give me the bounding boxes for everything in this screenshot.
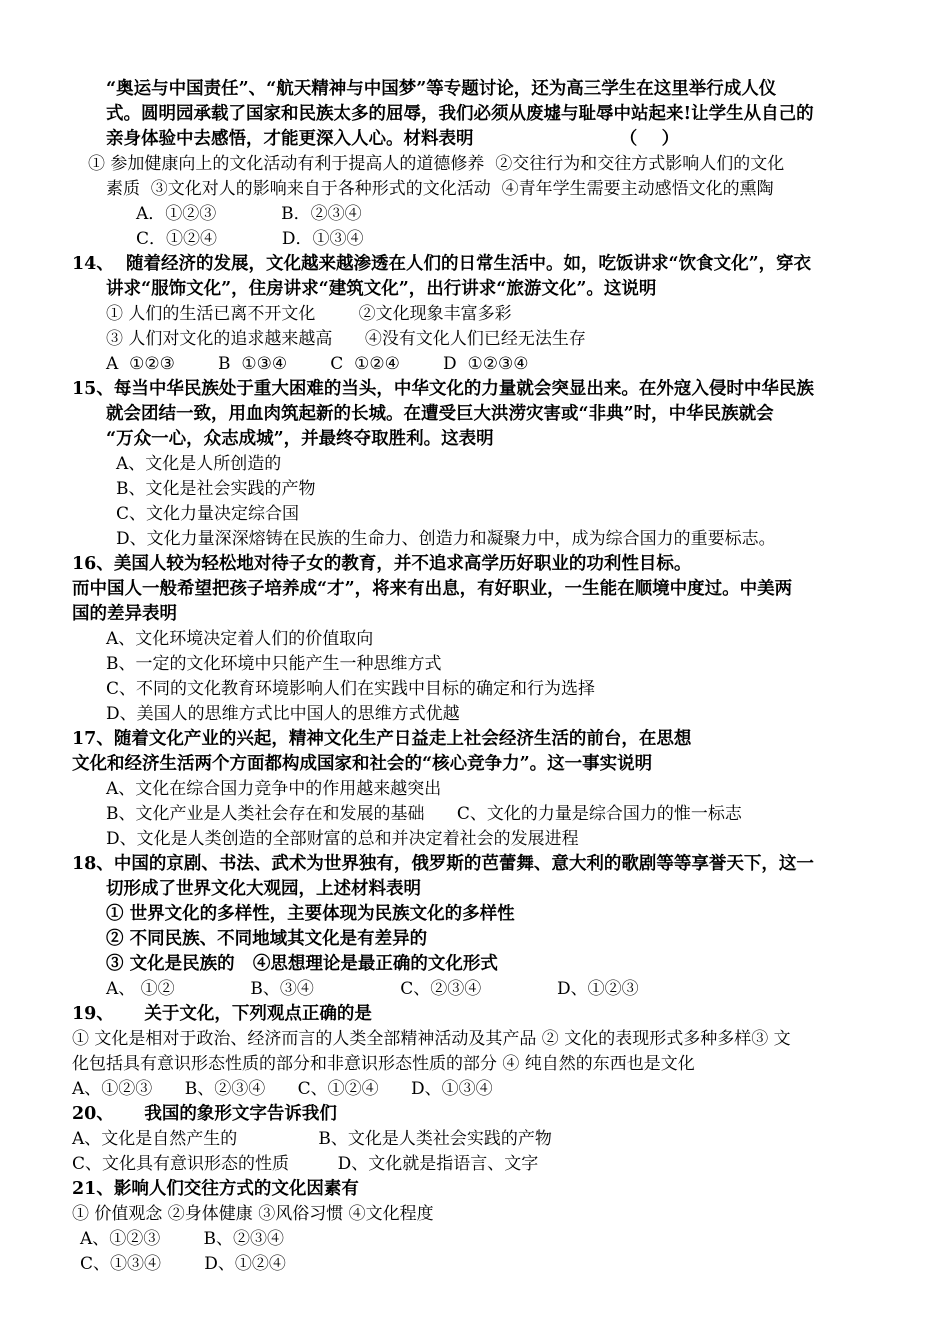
statement: ② 不同民族、不同地域其文化是有差异的 xyxy=(106,929,428,949)
text-line: “奥运与中国责任”、“航天精神与中国梦”等专题讨论，还为高三学生在这里举行成人仪 xyxy=(106,79,777,99)
text-line: 亲身体验中去感悟，才能更深入人心。材料表明 （ ） xyxy=(106,129,680,149)
option-d: D、文化力量深深熔铸在民族的生命力、创造力和凝聚力中，成为综合国力的重要标志。 xyxy=(116,529,776,549)
question-18: 18、中国的京剧、书法、武术为世界独有，俄罗斯的芭蕾舞、意大利的歌剧等等享誉天下，这一 xyxy=(72,854,814,874)
question-21: 21、影响人们交往方式的文化因素有 xyxy=(72,1179,359,1199)
option-b-c: B、文化产业是人类社会存在和发展的基础 C、文化的力量是综合国力的惟一标志 xyxy=(106,804,742,824)
option-c: C、文化力量决定综合国 xyxy=(116,504,300,524)
text-line: 文化和经济生活两个方面都构成国家和社会的“核心竞争力”。这一事实说明 xyxy=(72,754,653,774)
text-line: “万众一心，众志成城”，并最终夺取胜利。这表明 xyxy=(106,429,494,449)
text-line: 就会团结一致，用血肉筑起新的长城。在遭受巨大洪涝灾害或“非典”时，中华民族就会 xyxy=(106,404,774,424)
option-b: B、文化是社会实践的产物 xyxy=(116,479,316,499)
text-line: 切形成了世界文化大观园，上述材料表明 xyxy=(106,879,421,899)
answer-options: A ①②③ B ①③④ C ①②④ D ①②③④ xyxy=(106,354,529,374)
option-d: D、文化是人类创造的全部财富的总和并决定着社会的发展进程 xyxy=(106,829,579,849)
option-a: A、文化环境决定着人们的价值取向 xyxy=(106,629,374,649)
text-line: 式。圆明园承载了国家和民族太多的屈辱，我们必须从废墟与耻辱中站起来!让学生从自己的 xyxy=(106,104,814,124)
statement: ③ 文化是民族的 ④思想理论是最正确的文化形式 xyxy=(106,954,498,974)
answer-options: A、①②③ B、②③④ xyxy=(80,1229,284,1249)
answer-options: A．①②③ B．②③④ xyxy=(136,204,362,224)
text-line: ① 参加健康向上的文化活动有利于提高人的道德修养 ②交往行为和交往方式影响人们的文化 xyxy=(88,154,785,174)
question-19: 19、 关于文化，下列观点正确的是 xyxy=(72,1004,372,1024)
option-a: A、文化是人所创造的 xyxy=(116,454,282,474)
text-line: ③ 人们对文化的追求越来越高 ④没有文化人们已经无法生存 xyxy=(106,329,586,349)
question-20: 20、 我国的象形文字告诉我们 xyxy=(72,1104,337,1124)
answer-options: A、 ①② B、③④ C、②③④ D、①②③ xyxy=(106,979,639,999)
question-15: 15、每当中华民族处于重大困难的当头，中华文化的力量就会突显出来。在外寇入侵时中华民族 xyxy=(72,379,814,399)
question-16: 16、美国人较为轻松地对待子女的教育，并不追求高学历好职业的功利性目标。 xyxy=(72,554,692,574)
option-a-b: A、文化是自然产生的 B、文化是人类社会实践的产物 xyxy=(72,1129,552,1149)
option-b: B、一定的文化环境中只能产生一种思维方式 xyxy=(106,654,442,674)
text-line: 化包括具有意识形态性质的部分和非意识形态性质的部分 ④ 纯自然的东西也是文化 xyxy=(72,1054,695,1074)
text-line: 国的差异表明 xyxy=(72,604,177,624)
answer-options: C、①③④ D、①②④ xyxy=(80,1254,286,1274)
option-c: C、不同的文化教育环境影响人们在实践中目标的确定和行为选择 xyxy=(106,679,596,699)
option-c-d: C、文化具有意识形态的性质 D、文化就是指语言、文字 xyxy=(72,1154,539,1174)
text-line: 素质 ③文化对人的影响来自于各种形式的文化活动 ④青年学生需要主动感悟文化的熏陶 xyxy=(106,179,774,199)
option-d: D、美国人的思维方式比中国人的思维方式优越 xyxy=(106,704,460,724)
answer-options: C．①②④ D．①③④ xyxy=(136,229,364,249)
text-line: ① 价值观念 ②身体健康 ③风俗习惯 ④文化程度 xyxy=(72,1204,434,1224)
text-line: ① 文化是相对于政治、经济而言的人类全部精神活动及其产品 ② 文化的表现形式多种多样③ 文 xyxy=(72,1029,791,1049)
statement: ① 世界文化的多样性，主要体现为民族文化的多样性 xyxy=(106,904,515,924)
answer-options: A、①②③ B、②③④ C、①②④ D、①③④ xyxy=(72,1079,493,1099)
text-line: ① 人们的生活已离不开文化 ②文化现象丰富多彩 xyxy=(106,304,512,324)
text-line: 而中国人一般希望把孩子培养成“才”，将来有出息，有好职业，一生能在顺境中度过。中美两 xyxy=(72,579,793,599)
text-line: 讲求“服饰文化”，住房讲求“建筑文化”，出行讲求“旅游文化”。这说明 xyxy=(106,279,657,299)
option-a: A、文化在综合国力竞争中的作用越来越突出 xyxy=(106,779,442,799)
question-17: 17、随着文化产业的兴起，精神文化生产日益走上社会经济生活的前台，在思想 xyxy=(72,729,692,749)
question-14: 14、 随着经济的发展，文化越来越渗透在人们的日常生活中。如，吃饭讲求“饮食文化”，穿衣 xyxy=(72,254,812,274)
